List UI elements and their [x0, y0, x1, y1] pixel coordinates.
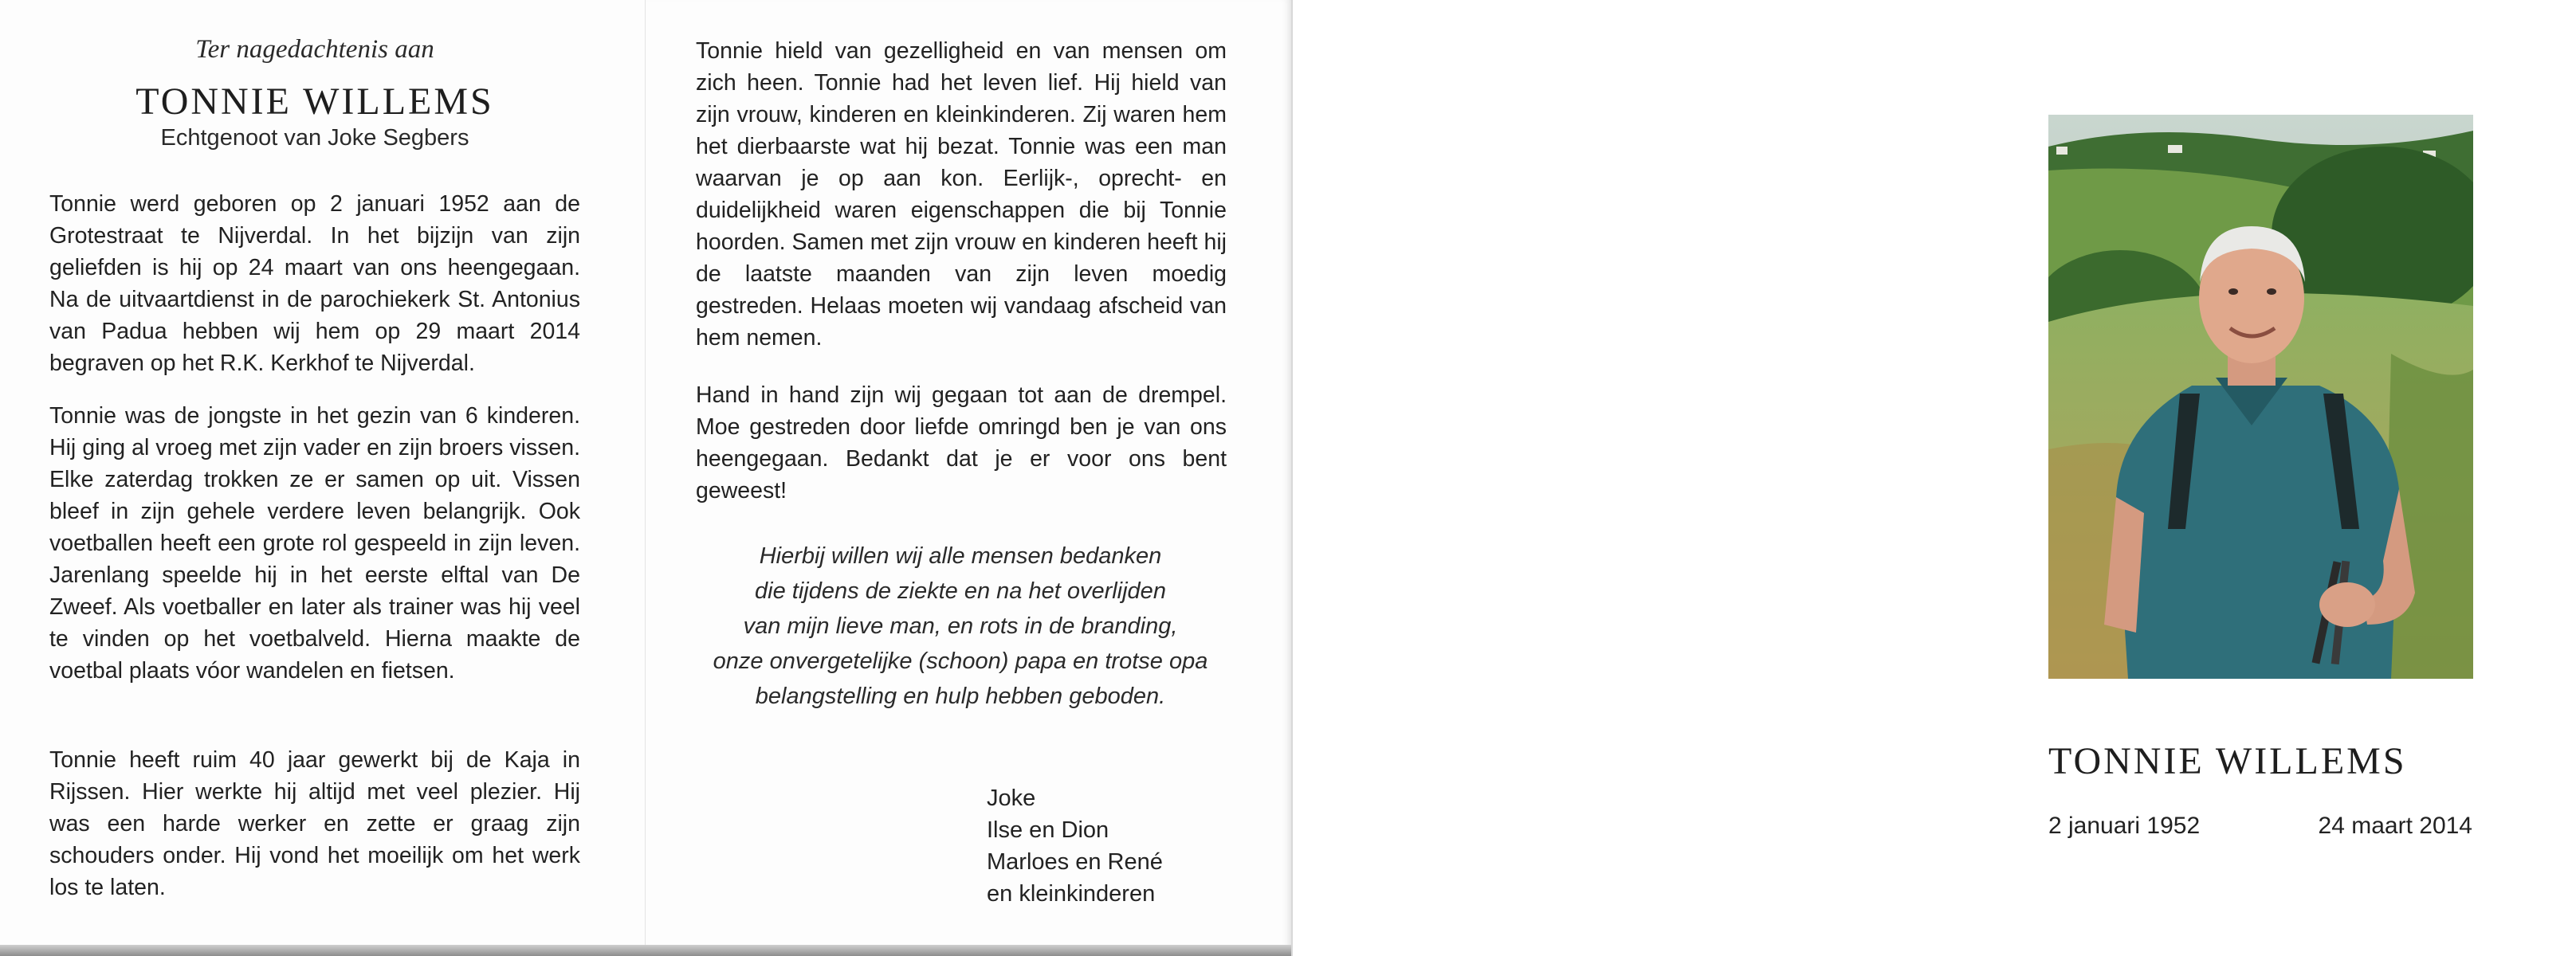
- thanks-line: van mijn lieve man, en rots in de branding,: [743, 613, 1178, 639]
- thanks-line: belangstelling en hulp hebben geboden.: [755, 684, 1166, 709]
- birth-date: 2 januari 1952: [2048, 813, 2201, 839]
- paragraph-work: Tonnie heeft ruim 40 jaar gewerkt bij de Kaja in Rijssen. Hier werkte hij altijd met veel plezier. Hij was een harde werker en zette er graag zijn schouders onder. Hij vond het moeilijk om het werk los te laten.: [49, 747, 580, 900]
- intro-line: Ter nagedachtenis aan: [195, 35, 434, 64]
- thanks-line: die tijdens de ziekte en na het overlijden: [755, 578, 1166, 604]
- paragraph-birth-death: Tonnie werd geboren op 2 januari 1952 aan de Grotestraat te Nijverdal. In het bijzijn van zijn geliefden is hij op 24 maart van ons heengegaan. Na de uitvaartdienst in de parochiekerk St. Antonius van Padua hebben wij hem op 29 maart 2014 begraven op het R.K. Kerkhof te Nijverdal.: [49, 191, 580, 376]
- portrait-photo: [2048, 115, 2473, 679]
- signoff-line: Joke: [987, 786, 1036, 811]
- card-left-page: [0, 0, 646, 956]
- family-signoff: [987, 782, 1163, 910]
- signoff-line: Ilse en Dion: [987, 817, 1109, 843]
- paragraph-youth: Tonnie was de jongste in het gezin van 6 kinderen. Hij ging al vroeg met zijn vader en zijn broers vissen. Elke zaterdag trokken ze er samen op uit. Vissen bleef in zijn gehele verdere leven belangrijk. Ook voetballen heeft een grote rol gespeeld in zijn leven. Jarenlang speelde hij in het eerste elftal van De Zweef. Als voetballer en later als trainer was hij veel te vinden op het voetbalveld. Hierna maakte de voetbal plaats vóor wandelen en fietsen.: [49, 403, 580, 684]
- death-date: 24 maart 2014: [2318, 813, 2472, 839]
- signoff-line: Marloes en René: [987, 849, 1163, 875]
- signoff-line: en kleinkinderen: [987, 881, 1156, 907]
- thanks-line: Hierbij willen wij alle mensen bedanken: [759, 543, 1162, 569]
- paragraph-character: Tonnie hield van gezelligheid en van mensen om zich heen. Tonnie had het leven lief. Hij hield van zijn vrouw, kinderen en kleinkinderen. Zij waren hem het dierbaarste wat hij bezat. Tonnie was een man waarvan je op aan kon. Eerlijk-, oprecht- en duidelijkheid waren eigenschappen die bij Tonnie hoorden. Samen met zijn vrouw en kinderen heeft hij de laatste maanden van zijn leven moedig gestreden. Helaas moeten wij vandaag afscheid van hem nemen.: [696, 38, 1227, 351]
- spouse-line: Echtgenoot van Joke Segbers: [160, 125, 469, 151]
- deceased-name: TONNIE WILLEMS: [135, 80, 494, 123]
- thanks-text: [685, 539, 1235, 714]
- front-name: TONNIE WILLEMS: [2048, 740, 2407, 782]
- thanks-line: onze onvergetelijke (schoon) papa en trotse opa: [713, 648, 1208, 674]
- paragraph-farewell: Hand in hand zijn wij gegaan tot aan de drempel. Moe gestreden door liefde omringd ben je van ons heengegaan. Bedankt dat je er voor ons bent geweest!: [696, 382, 1227, 503]
- page-edge-shadow: [0, 945, 1291, 956]
